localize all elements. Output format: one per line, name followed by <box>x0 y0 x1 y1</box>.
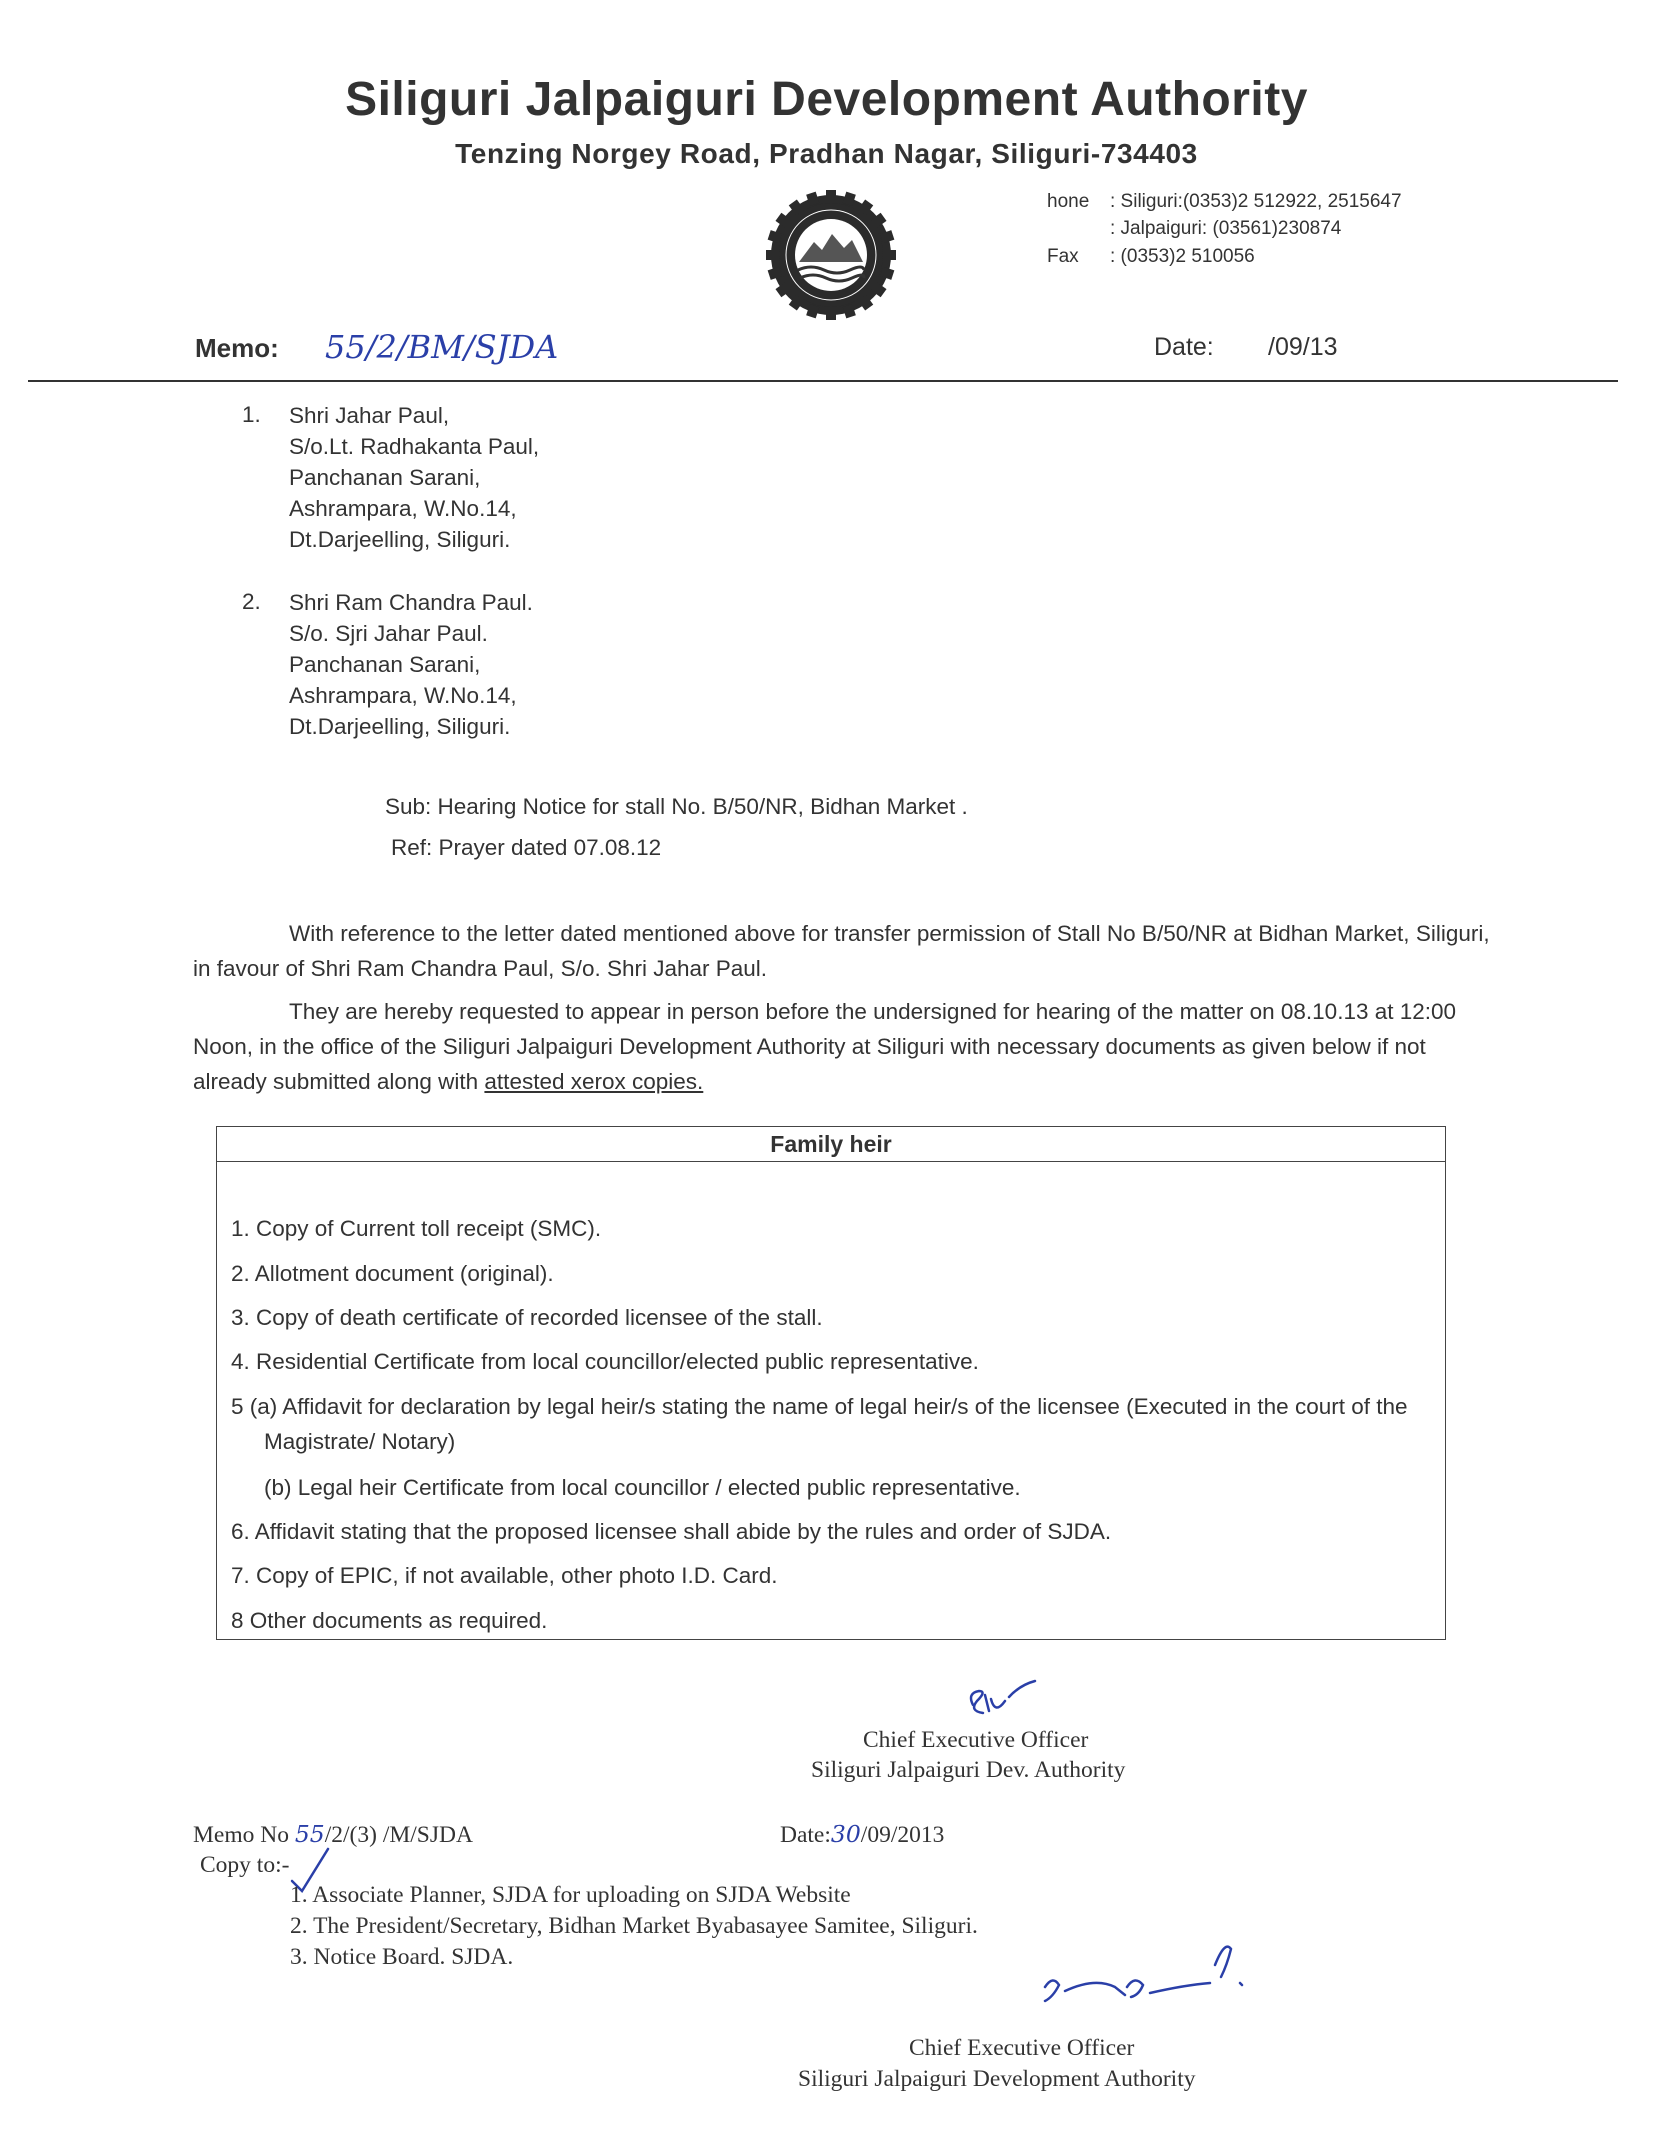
addressee-line: Panchanan Sarani, <box>289 465 481 490</box>
contact-phone-siliguri: : Siliguri:(0353)2 512922, 2515647 <box>1110 191 1402 212</box>
subject-line: Sub: Hearing Notice for stall No. B/50/NR, Bidhan Market . <box>385 794 968 819</box>
contact-phone-jalpaiguri: : Jalpaiguri: (03561)230874 <box>1110 218 1342 239</box>
addressee-line: Shri Jahar Paul, <box>289 403 450 428</box>
copy-to-item-3: 3. Notice Board. SJDA. <box>290 1944 514 1970</box>
copy-date-prefix: Date: <box>780 1822 831 1848</box>
body-paragraph-2-text: They are hereby requested to appear in person before the undersigned for hearing of the matter on 08.10.13 at 12:00 Noon, in the office of the Siliguri Jalpaiguri Development Authority at Siliguri with necessary documents as given below if not already submitted along with <box>193 999 1457 1094</box>
addressee-2 <box>289 587 533 742</box>
document-item: 5 (a) Affidavit for declaration by legal heir/s stating the name of legal heir/s of the licensee (Executed in the court of the <box>231 1394 1408 1419</box>
header-divider <box>28 380 1618 382</box>
copy-memo-prefix: Memo No <box>193 1822 295 1848</box>
document-item: 4. Residential Certificate from local councillor/elected public representative. <box>231 1349 979 1374</box>
body-paragraph-1: With reference to the letter dated mentioned above for transfer permission of Stall No B/50/NR at Bidhan Market, Siliguri, in favour of Shri Ram Chandra Paul, S/o. Shri Jahar Paul. <box>193 921 1490 981</box>
sjda-emblem-logo <box>766 190 896 320</box>
contact-fax: : (0353)2 510056 <box>1110 246 1255 267</box>
addressee-line: S/o. Sjri Jahar Paul. <box>289 621 488 646</box>
copy-memo-handwritten: 55 <box>294 1820 325 1848</box>
emblem-cog-tooth <box>826 190 836 202</box>
memo-number-handwritten: 55/2/BM/SJDA <box>325 328 559 366</box>
document-item: 6. Affidavit stating that the proposed licensee shall abide by the rules and order of SJDA. <box>231 1519 1112 1544</box>
document-item: 8 Other documents as required. <box>231 1608 548 1633</box>
signatory-1-organization: Siliguri Jalpaiguri Dev. Authority <box>811 1757 1126 1783</box>
addressee-line: Ashrampara, W.No.14, <box>289 683 517 708</box>
addressee-line: Ashrampara, W.No.14, <box>289 496 517 521</box>
addressee-line: S/o.Lt. Radhakanta Paul, <box>289 434 540 459</box>
copy-memo-suffix: /2/(3) /M/SJDA <box>324 1822 473 1848</box>
copy-to-label: Copy to:- <box>200 1852 290 1878</box>
emblem-cog-tooth <box>884 250 896 260</box>
addressee-line: Dt.Darjeelling, Siliguri. <box>289 527 511 552</box>
body-paragraph-2 <box>193 994 1503 1099</box>
table-heading: Family heir <box>217 1127 1445 1162</box>
contact-phone-label: hone <box>1047 191 1090 212</box>
copy-date-suffix: /09/2013 <box>860 1822 945 1848</box>
authority-address: Tenzing Norgey Road, Pradhan Nagar, Siliguri-734403 <box>455 138 1198 169</box>
signatory-2-title: Chief Executive Officer <box>909 2035 1135 2061</box>
addressee-2-number: 2. <box>242 589 261 614</box>
attested-copies-underlined: attested xerox copies. <box>484 1069 704 1094</box>
copy-to-item-1: 1. Associate Planner, SJDA for uploading on SJDA Website <box>290 1882 851 1908</box>
authority-title: Siliguri Jalpaiguri Development Authority <box>345 73 1308 126</box>
copy-memo-date <box>780 1820 944 1849</box>
addressee-line: Panchanan Sarani, <box>289 652 481 677</box>
addressee-line: Shri Ram Chandra Paul. <box>289 590 533 615</box>
date-label: Date: <box>1154 333 1214 361</box>
memo-label: Memo: <box>195 333 279 363</box>
copy-to-item-2: 2. The President/Secretary, Bidhan Market Byabasayee Samitee, Siliguri. <box>290 1913 978 1939</box>
emblem-cog-tooth <box>766 250 778 260</box>
copy-date-handwritten: 30 <box>830 1820 861 1848</box>
documents-table <box>216 1126 1446 1640</box>
document-item: 2. Allotment document (original). <box>231 1261 554 1286</box>
addressee-1 <box>289 400 539 555</box>
document-item: 1. Copy of Current toll receipt (SMC). <box>231 1216 602 1241</box>
signatory-2-organization: Siliguri Jalpaiguri Development Authority <box>798 2066 1196 2092</box>
signatory-1-title: Chief Executive Officer <box>863 1727 1089 1753</box>
document-item: (b) Legal heir Certificate from local councillor / elected public representative. <box>264 1475 1021 1500</box>
reference-line: Ref: Prayer dated 07.08.12 <box>391 835 662 860</box>
document-item: 7. Copy of EPIC, if not available, other photo I.D. Card. <box>231 1563 778 1588</box>
emblem-cog-tooth <box>826 308 836 320</box>
document-item: 3. Copy of death certificate of recorded licensee of the stall. <box>231 1305 823 1330</box>
contact-fax-label: Fax <box>1047 246 1079 267</box>
addressee-line: Dt.Darjeelling, Siliguri. <box>289 714 511 739</box>
addressee-1-number: 1. <box>242 402 261 427</box>
document-item: Magistrate/ Notary) <box>264 1429 456 1454</box>
signature-1-handwritten <box>965 1675 1045 1725</box>
date-value: /09/13 <box>1268 333 1338 361</box>
signature-2-handwritten <box>1035 1935 1265 2015</box>
